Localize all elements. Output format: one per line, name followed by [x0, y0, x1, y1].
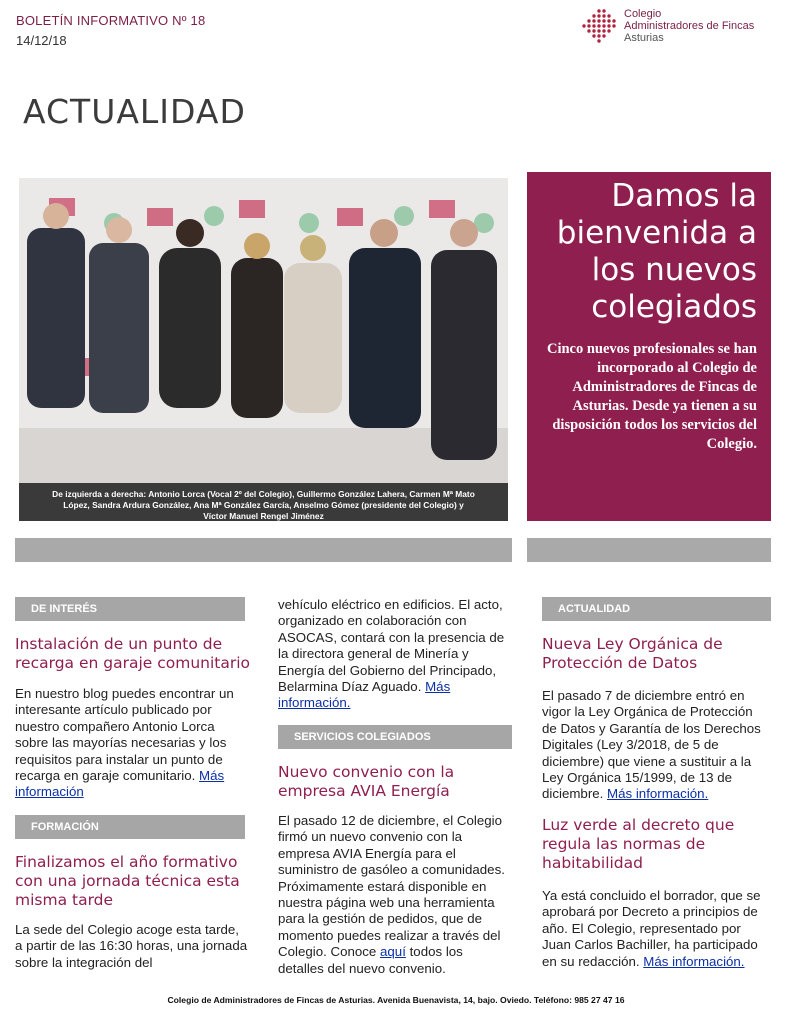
section-title: ACTUALIDAD	[23, 92, 246, 131]
group-photo-illustration	[19, 178, 508, 521]
article-body-proteccion-datos	[542, 688, 771, 803]
article-body-formativo: La sede del Colegio acoge esta tarde, a partir de las 16:30 horas, una jornada sobre la integración del	[15, 922, 248, 970]
article-title-formativo[interactable]: Finalizamos el año formativo con una jornada técnica esta misma tarde	[15, 853, 240, 909]
article-body-formativo-cont-text: vehículo eléctrico en edificios. El acto, organizado en colaboración con ASOCAS, contará con la presencia de la directora general de Minería y Energía del Gobierno del Principado, Belarmina Díaz Aguado.	[278, 597, 505, 695]
here-link[interactable]: aquí	[380, 944, 406, 960]
newsletter-date: 14/12/18	[16, 33, 67, 48]
welcome-body: Cinco nuevos profesionales se han incorporado al Colegio de Administradores de Fincas de Asturias. Desde ya tienen a su disposición todos los servicios del Colegio.	[546, 341, 757, 452]
article-title-avia[interactable]: Nuevo convenio con la empresa AVIA Energía	[278, 763, 455, 800]
tag-formacion: FORMACIÓN	[15, 815, 245, 839]
photo-caption-line-1: De izquierda a derecha: Antonio Lorca (Vocal 2º del Colegio), Guillermo González Lahera, Carmen Mª Mato	[52, 489, 475, 499]
logo-line-3: Asturias	[624, 32, 664, 44]
article-title-habitabilidad[interactable]: Luz verde al decreto que regula las normas de habitabilidad	[542, 816, 735, 872]
article-body-recarga	[15, 686, 250, 801]
tag-servicios-colegiados: SERVICIOS COLEGIADOS	[278, 725, 512, 749]
tag-actualidad: ACTUALIDAD	[542, 597, 771, 621]
article-body-formativo-cont	[278, 597, 512, 712]
photo-caption	[19, 483, 508, 521]
logo-text	[624, 8, 754, 44]
more-info-link[interactable]: Más información.	[278, 679, 451, 711]
footer-address: Colegio de Administradores de Fincas de Asturias. Avenida Buenavista, 14, bajo. Oviedo. Teléfono: 985 27 47 16	[167, 995, 625, 1005]
group-photo	[19, 178, 508, 521]
more-info-link[interactable]: Más información.	[643, 953, 745, 969]
college-logo	[580, 8, 780, 48]
article-title-proteccion-datos[interactable]: Nueva Ley Orgánica de Protección de Datos	[542, 635, 723, 672]
more-info-link[interactable]: Más información	[15, 768, 225, 800]
article-body-recarga-text: En nuestro blog puedes encontrar un interesante artículo publicado por nuestro compañero Antonio Lorca sobre las mayorías necesarias y los requisitos para instalar un punto de recarga en garaje comunitario.	[15, 686, 234, 784]
photo-caption-line-3: Víctor Manuel Rengel Jiménez	[203, 511, 324, 521]
article-body-avia-text-a: El pasado 12 de diciembre, el Colegio firmó un nuevo convenio con la empresa AVIA Energía para el suministro de gasóleo a comunidades. Próximamente estará disponible en nuestra página web una herramienta para la gestión de pedidos, que de momento puedes realizar a través del Colegio. Conoce	[278, 813, 505, 960]
welcome-box	[527, 172, 771, 521]
logo-line-2: Administradores de Fincas	[624, 20, 755, 32]
logo-dots-icon	[580, 8, 618, 44]
tag-de-interes: DE INTERÉS	[15, 597, 245, 621]
divider-bar-right	[527, 538, 771, 562]
article-body-habitabilidad	[542, 888, 771, 970]
article-body-proteccion-datos-text: El pasado 7 de diciembre entró en vigor la Ley Orgánica de Protección de Datos y Garantía de los Derechos Digitales (Ley 3/2018, de 5 de diciembre) que viene a sustituir a la Ley Orgánica 15/1999, de 13 de diciembre.	[542, 688, 761, 802]
article-body-avia-text-b: todos los detalles del nuevo convenio.	[278, 944, 463, 976]
photo-caption-line-2: López, Sandra Ardura González, Ana Mª González García, Anselmo Gómez (presidente del Colegio) y	[63, 500, 464, 510]
divider-bar-left	[15, 538, 512, 562]
article-body-avia	[278, 813, 512, 977]
article-title-recarga[interactable]: Instalación de un punto de recarga en garaje comunitario	[15, 635, 251, 672]
welcome-title: Damos la bienvenida a los nuevos colegiados	[556, 178, 757, 325]
logo-line-1: Colegio	[624, 8, 662, 20]
article-body-habitabilidad-text: Ya está concluido el borrador, que se aprobará por Decreto a principios de año. El Colegio, representado por Juan Carlos Bachiller, ha participado en su redacción.	[542, 888, 761, 969]
newsletter-issue: BOLETÍN INFORMATIVO Nº 18	[16, 13, 206, 28]
more-info-link[interactable]: Más información.	[607, 786, 709, 802]
